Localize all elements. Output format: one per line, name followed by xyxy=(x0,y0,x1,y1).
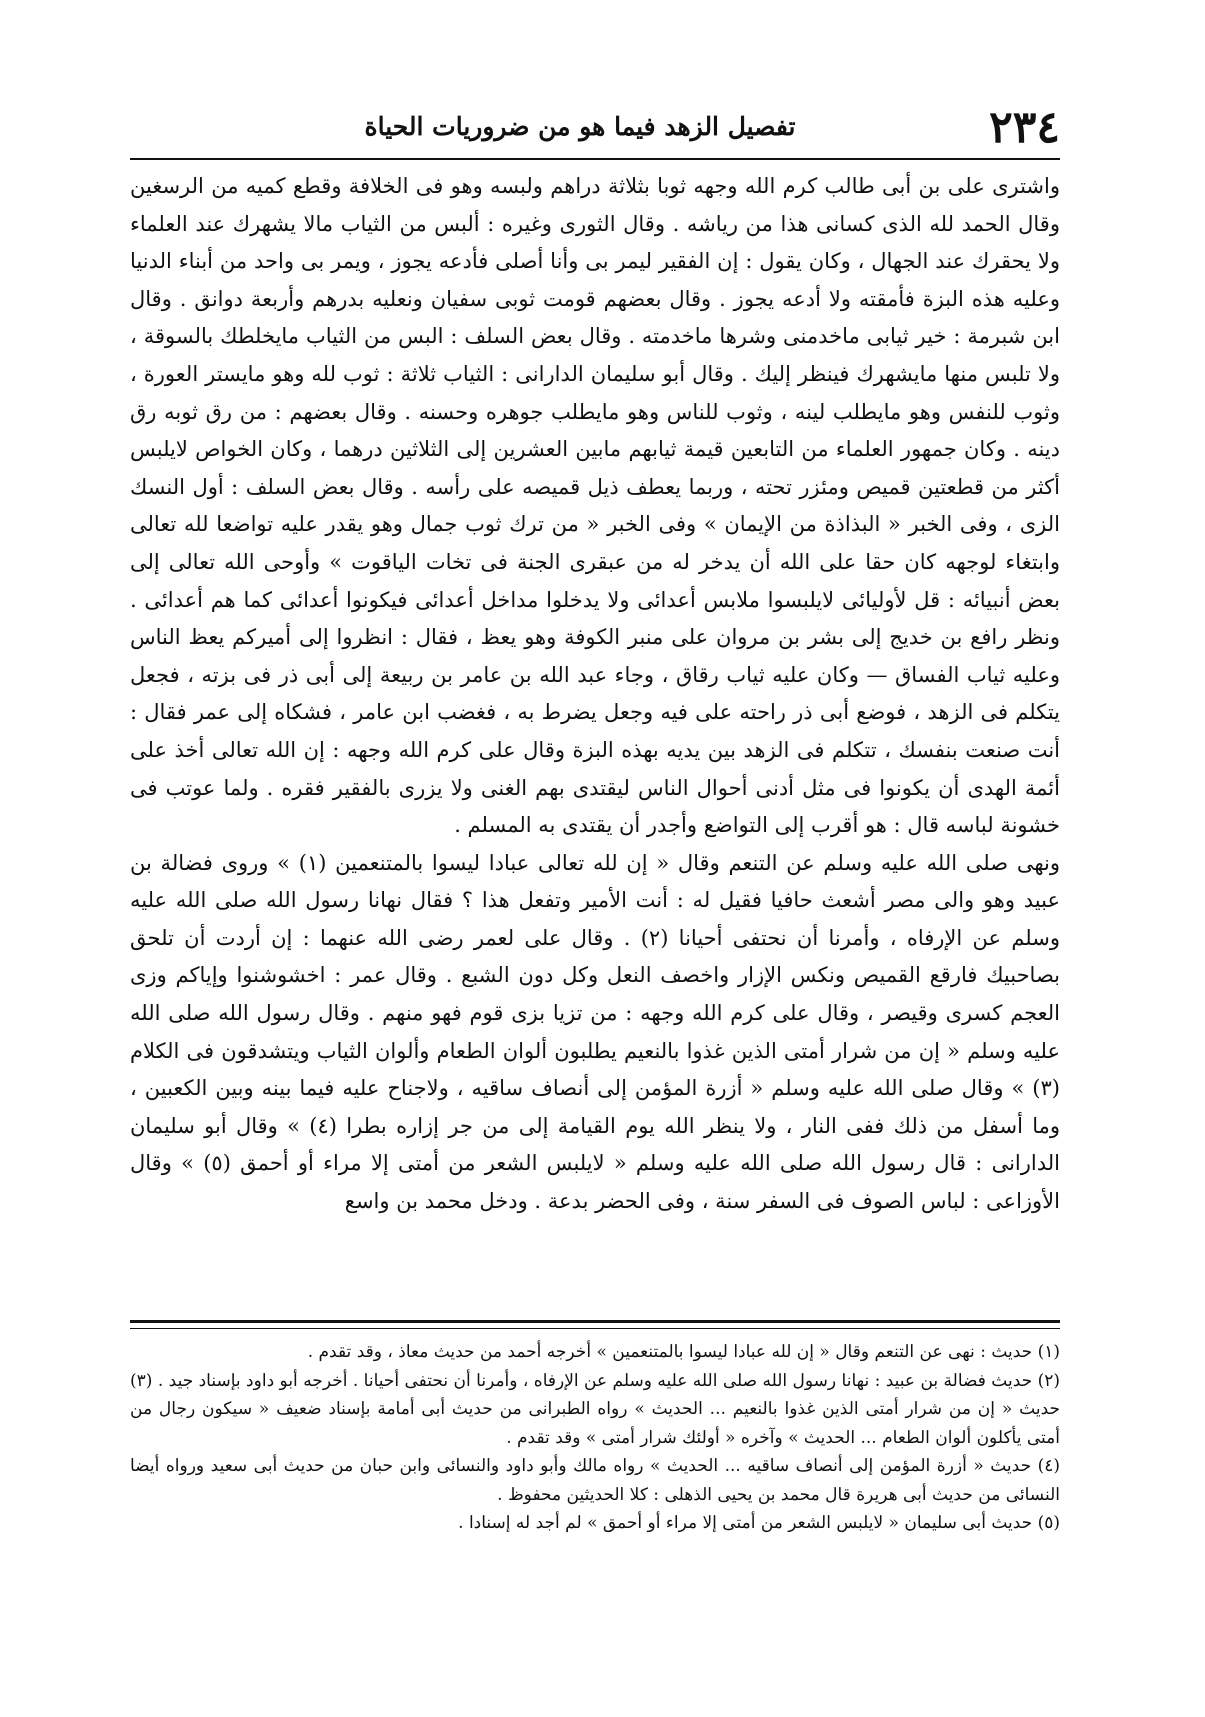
footnote: (٢) حديث فضالة بن عبيد : نهانا رسول الله صلى الله عليه وسلم عن الإرفاه ، وأمرنا أن نحتفى أحيانا . أخرجه أبو داود بإسناد جيد . (٣) حديث « إن من شرار أمتى الذين غذوا بالنعيم ... الحديث » رواه الطبرانى من حديث أبى أمامة بإسناد ضعيف « سيكون رجال من أمتى يأكلون ألوان الطعام ... الحديث » وآخره « أولئك شرار أمتى » وقد تقدم . xyxy=(130,1370,1060,1448)
footnote: (١) حديث : نهى عن التنعم وقال « إن لله عبادا ليسوا بالمتنعمين » أخرجه أحمد من حديث معاذ ، وقد تقدم . xyxy=(307,1342,1060,1362)
page-number: ٢٣٤ xyxy=(989,102,1060,153)
running-title: تفصيل الزهد فيما هو من ضروريات الحياة xyxy=(364,112,796,141)
header-rule xyxy=(130,158,1060,160)
body-paragraph: ونهى صلى الله عليه وسلم عن التنعم وقال « إن لله تعالى عبادا ليسوا بالمتنعمين (١) » وروى فضالة بن عبيد وهو والى مصر أشعث حافيا فقيل له : أنت الأمير وتفعل هذا ؟ فقال نهانا رسول الله صلى الله عليه وسلم عن الإرفاه ، وأمرنا أن نحتفى أحيانا (٢) . وقال على لعمر رضى الله عنهما : إن أردت أن تلحق بصاحبيك فارقع القميص ونكس الإزار واخصف النعل وكل دون الشبع . وقال عمر : اخشوشنوا وإياكم وزى العجم كسرى وقيصر ، وقال على كرم الله وجهه : من تزيا بزى قوم فهو منهم . وقال رسول الله صلى الله عليه وسلم « إن من شرار أمتى الذين غذوا بالنعيم يطلبون ألوان الطعام وألوان الثياب ويتشدقون فى الكلام (٣) » وقال صلى الله عليه وسلم « أزرة المؤمن إلى أنصاف ساقيه ، ولاجناح عليه فيما بينه وبين الكعبين ، وما أسفل من ذلك ففى النار ، ولا ينظر الله يوم القيامة إلى من جر إزاره بطرا (٤) » وقال أبو سليمان الدارانى : قال رسول الله صلى الله عليه وسلم « لايلبس الشعر من أمتى إلا مراء أو أحمق (٥) » وقال الأوزاعى : لباس الصوف فى السفر سنة ، وفى الحضر بدعة . ودخل محمد بن واسع xyxy=(130,850,1060,1214)
footnotes xyxy=(130,1338,1060,1603)
footnote: (٥) حديث أبى سليمان « لايلبس الشعر من أمتى إلا مراء أو أحمق » لم أجد له إسنادا . xyxy=(458,1513,1060,1533)
footnote-rule xyxy=(130,1320,1060,1329)
body-paragraph: واشترى على بن أبى طالب كرم الله وجهه ثوبا بثلاثة دراهم ولبسه وهو فى الخلافة وقطع كميه من الرسغين وقال الحمد لله الذى كسانى هذا من رياشه . وقال الثورى وغيره : ألبس من الثياب مالا يشهرك عند العلماء ولا يحقرك عند الجهال ، وكان يقول : إن الفقير ليمر بى وأنا أصلى فأدعه يجوز ، ويمر بى واحد من أبناء الدنيا وعليه هذه البزة فأمقته ولا أدعه يجوز . وقال بعضهم قومت ثوبى سفيان ونعليه بدرهم وأربعة دوانق . وقال ابن شبرمة : خير ثيابى ماخدمنى وشرها ماخدمته . وقال بعض السلف : البس من الثياب مايخلطك بالسوقة ، ولا تلبس منها مايشهرك فينظر إليك . وقال أبو سليمان الدارانى : الثياب ثلاثة : ثوب لله وهو مايستر العورة ، وثوب للنفس وهو مايطلب لينه ، وثوب للناس وهو مايطلب جوهره وحسنه . وقال بعضهم : من رق ثوبه رق دينه . وكان جمهور العلماء من التابعين قيمة ثيابهم مابين العشرين إلى الثلاثين درهما ، وكان الخواص لايلبس أكثر من قطعتين قميص ومئزر تحته ، وربما يعطف ذيل قميصه على رأسه . وقال بعض السلف : أول النسك الزى ، وفى الخبر « البذاذة من الإيمان » وفى الخبر « من ترك ثوب جمال وهو يقدر عليه تواضعا لله تعالى وابتغاء لوجهه كان حقا على الله أن يدخر له من عبقرى الجنة فى تخات الياقوت » وأوحى الله تعالى إلى بعض أنبيائه : قل لأوليائى لايلبسوا ملابس أعدائى ولا يدخلوا مداخل أعدائى فيكونوا أعدائى كما هم أعدائى . ونظر رافع بن خديج إلى بشر بن مروان على منبر الكوفة وهو يعظ ، فقال : انظروا إلى أميركم يعظ الناس وعليه ثياب الفساق — وكان عليه ثياب رقاق ، وجاء عبد الله بن عامر بن ربيعة إلى أبى ذر فى بزته ، فجعل يتكلم فى الزهد ، فوضع أبى ذر راحته على فيه وجعل يضرط به ، فغضب ابن عامر ، فشكاه إلى عمر فقال : أنت صنعت بنفسك ، تتكلم فى الزهد بين يديه بهذه البزة وقال على كرم الله وجهه : إن الله تعالى أخذ على أئمة الهدى أن يكونوا فى مثل أدنى أحوال الناس ليقتدى بهم الغنى ولا يزرى بالفقير فقره . ولما عوتب فى خشونة لباسه قال : هو أقرب إلى التواضع وأجدر أن يقتدى به المسلم . xyxy=(130,174,1060,838)
footnote: (٤) حديث « أزرة المؤمن إلى أنصاف ساقيه ... الحديث » رواه مالك وأبو داود والنسائى وابن حبان من حديث أبى سعيد ورواه أيضا النسائى من حديث أبى هريرة قال محمد بن يحيى الذهلى : كلا الحديثين محفوظ . xyxy=(130,1456,1060,1505)
page-header xyxy=(130,100,1060,160)
main-text xyxy=(130,168,1060,1304)
